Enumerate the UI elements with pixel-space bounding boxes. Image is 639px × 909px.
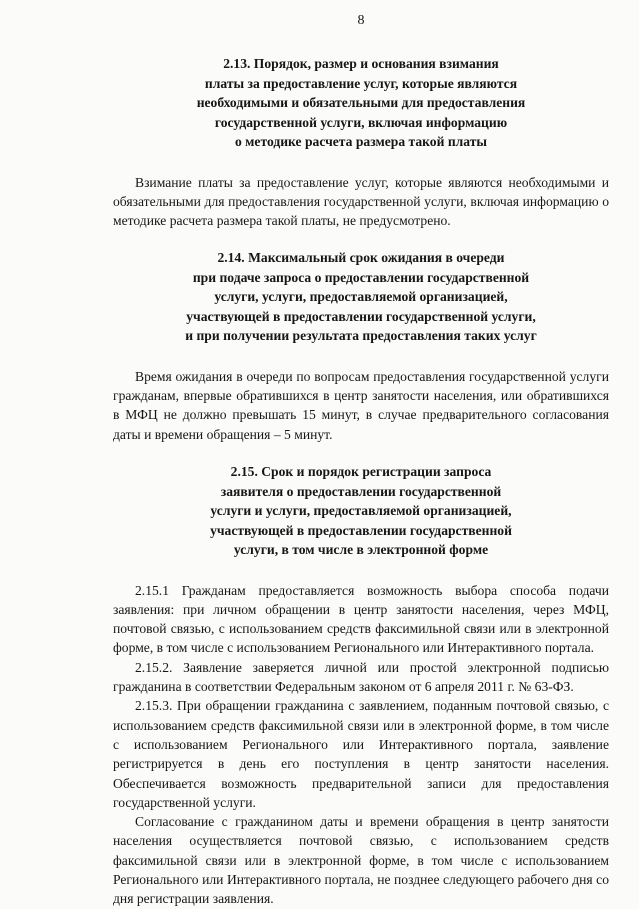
paragraph: Время ожидания в очереди по вопросам предоставления государственной услуги гражданам, впервые обратившихся в центр занятости населения, или обратившихся в МФЦ не должно превышать 15 минут, в случае предварительного согласования даты и времени обращения – 5 минут. <box>113 368 609 442</box>
title-line: государственной услуги, включая информацию <box>214 114 508 130</box>
title-line: участвующей в предоставлении государственной услуги, <box>186 308 536 324</box>
title-line: платы за предоставление услуг, которые являются <box>204 75 518 91</box>
section-title-2-14 <box>113 248 609 346</box>
title-line: услуги, услуги, предоставляемой организацией, <box>214 289 508 305</box>
paragraph: Взимание платы за предоставление услуг, которые являются необходимыми и обязательными для предоставления государственной услуги, включая информацию о методике расчета размера такой платы, не предусмотрено. <box>113 174 609 229</box>
title-line: необходимыми и обязательными для предоставления <box>196 95 526 110</box>
title-line: услуги и услуги, предоставляемой организацией, <box>210 503 512 519</box>
paragraph: Согласование с гражданином даты и времени обращения в центр занятости населения осуществляется почтовой связью, с использованием средств факсимильной связи или в электронной форме, в том числе с использованием Регионального или Интерактивного портала, не позднее следующего рабочего дня со дня регистрации заявления. <box>113 814 609 907</box>
section-title-2-13 <box>113 54 609 152</box>
section-title-2-15 <box>113 462 609 560</box>
title-line: услуги, в том числе в электронной форме <box>233 542 489 558</box>
paragraph: 2.15.2. Заявление заверяется личной или простой электронной подписью гражданина в соответствии Федеральным законом от 6 апреля 2011 г. № 63-ФЗ. <box>113 659 609 695</box>
title-line: 2.15. Срок и порядок регистрации запроса <box>230 464 492 480</box>
title-line: 2.13. Порядок, размер и основания взимания <box>223 56 499 71</box>
page-number: 8 <box>357 13 365 28</box>
title-line: участвующей в предоставлении государственной <box>210 522 512 538</box>
title-line: и при получении результата предоставления таких услуг <box>185 328 537 344</box>
paragraph: 2.15.3. При обращении гражданина с заявлением, поданным почтовой связью, с использованием средств факсимильной связи или в электронной форме, в том числе с использованием Регионального или Интерактивного портала, заявление регистрируется в день его поступления в центр занятости населения. Обеспечивается возможность предварительной записи для предоставления государственной услуги. <box>113 698 609 810</box>
title-line: заявителя о предоставлении государственной <box>220 483 502 499</box>
title-line: 2.14. Максимальный срок ожидания в очереди <box>217 250 505 266</box>
paragraph: 2.15.1 Гражданам предоставляется возможность выбора способа подачи заявления: при личном обращении в центр занятости населения, через МФЦ, почтовой связью, с использованием средств факсимильной связи или в электронной форме, в том числе с использованием Регионального или Интерактивного портала. <box>113 582 609 656</box>
title-line: о методике расчета размера такой платы <box>234 134 488 149</box>
title-line: при подаче запроса о предоставлении государственной <box>192 269 530 285</box>
